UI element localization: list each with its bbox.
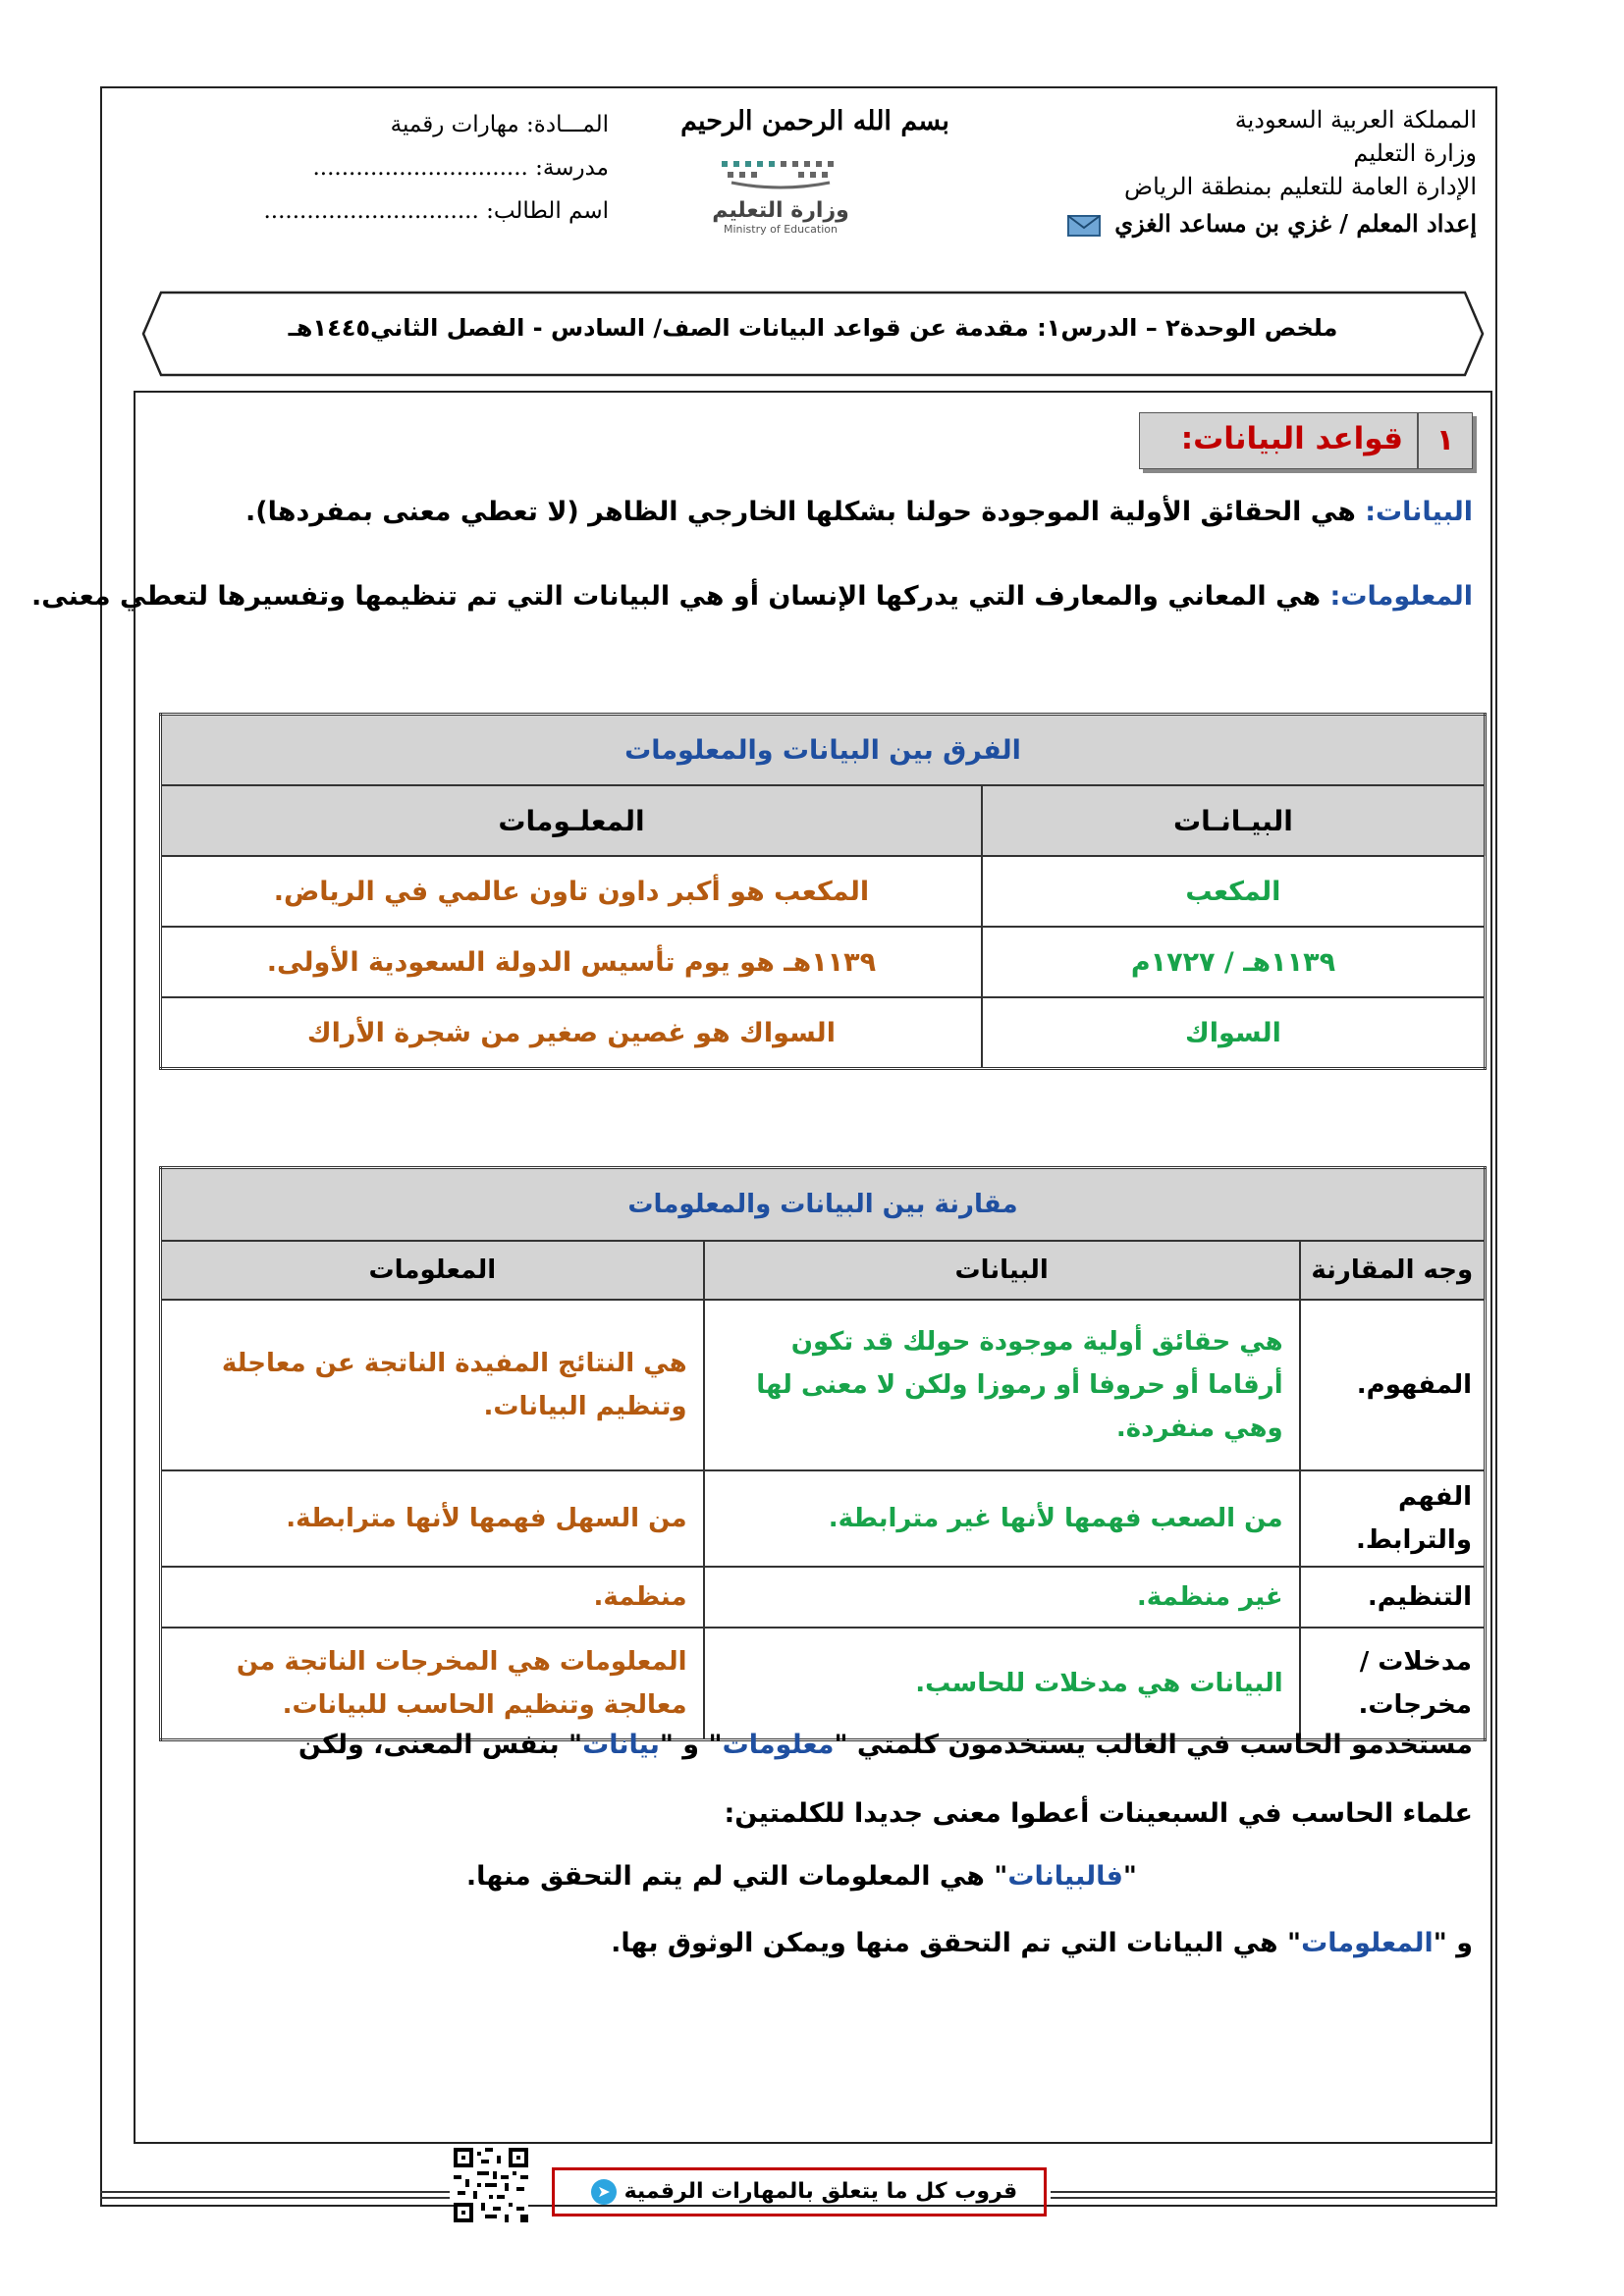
definition-information (31, 581, 1473, 612)
column-header-info: المعلومات (161, 1241, 704, 1300)
subject-label: المـــادة: مهارات رقمية (390, 112, 609, 137)
footer-line-right (1051, 2191, 1497, 2193)
data-cell: ١١٣٩هـ / ١٧٢٧م (982, 927, 1486, 997)
header-subject-block (137, 103, 609, 233)
quoted-word: المعلومات (1301, 1928, 1434, 1958)
telegram-icon: ➤ (591, 2179, 617, 2205)
table-row (161, 856, 1486, 927)
banner-title: ملخص الوحدة٢ – الدرس١: مقدمة عن قواعد البيانات الصف/ السادس - الفصل الثاني١٤٤٥هـ (288, 314, 1338, 342)
face-cell: الفهم والترابط. (1300, 1470, 1486, 1567)
quoted-word: معلومات (722, 1730, 835, 1760)
data-cell: غير منظمة. (704, 1567, 1300, 1628)
table-caption: الفرق بين البيانات والمعلومات (161, 715, 1486, 786)
content-box (31, 391, 1492, 2144)
section-heading: قواعد البيانات: (1180, 421, 1403, 456)
ministry-logo (687, 157, 874, 255)
difference-table (159, 713, 1487, 1070)
quoted-word: بيانات (582, 1730, 660, 1760)
quoted-word: فالبيانات (1007, 1861, 1123, 1892)
column-header-face: وجه المقارنة (1300, 1241, 1486, 1300)
table-caption: مقارنة بين البيانات والمعلومات (161, 1168, 1486, 1242)
info-cell: ١١٣٩هـ هو يوم تأسيس الدولة السعودية الأولى. (161, 927, 982, 997)
info-cell: منظمة. (161, 1567, 704, 1628)
face-cell: التنظيم. (1300, 1567, 1486, 1628)
footer-text: قروب كل ما يتعلق بالمهارات الرقمية (623, 2179, 1018, 2204)
directorate-line: الإدارة العامة للتعليم بمنطقة الرياض (1124, 173, 1477, 200)
data-cell: من الصعب فهمها لأنها غير مترابطة. (704, 1470, 1300, 1567)
basmala: بسم الله الرحمن الرحيم (680, 106, 949, 136)
column-header-info: المعلـومات (161, 785, 982, 856)
data-cell: السواك (982, 997, 1486, 1069)
table-row (161, 1567, 1486, 1628)
face-cell: مدخلات / مخرجات. (1300, 1628, 1486, 1740)
telegram-group-link[interactable] (552, 2167, 1047, 2216)
teacher-line: إعداد المعلم / غزي بن مساعد الغزي (966, 207, 1477, 240)
table-row (161, 1470, 1486, 1567)
info-cell: المكعب هو أكبر داون تاون عالمي في الرياض. (161, 856, 982, 927)
moe-logo-icon (712, 157, 849, 190)
info-cell: المعلومات هي المخرجات الناتجة من معالجة وتنظيم الحاسب للبيانات. (161, 1628, 704, 1740)
closing-line-4: و "المعلومات" هي البيانات التي تم التحقق منها ويمكن الوثوق بها. (611, 1928, 1473, 1958)
info-cell: من السهل فهمها لأنها مترابطة. (161, 1470, 704, 1567)
moe-logo-english: Ministry of Education (723, 223, 838, 236)
definition-key: البيانات: (1365, 497, 1473, 527)
column-header-data: البيـانـات (982, 785, 1486, 856)
footer-line-left (100, 2191, 450, 2193)
footer-line-right (1051, 2197, 1497, 2199)
ministry-line: وزارة التعليم (1353, 139, 1477, 167)
student-name-field[interactable]: اسم الطالب: .............................. (263, 198, 609, 224)
column-header-data: البيانات (704, 1241, 1300, 1300)
section-title (1139, 412, 1473, 469)
info-cell: هي النتائج المفيدة الناتجة عن معاجلة وتنظيم البيانات. (161, 1300, 704, 1470)
data-cell: المكعب (982, 856, 1486, 927)
footer-line-left (100, 2197, 450, 2199)
section-number: ١ (1417, 413, 1472, 468)
header-ministry-block (966, 103, 1477, 240)
school-field[interactable]: مدرسة: .............................. (312, 155, 609, 181)
face-cell: المفهوم. (1300, 1300, 1486, 1470)
envelope-icon (1067, 215, 1101, 237)
table-row (161, 997, 1486, 1069)
lesson-banner (141, 291, 1485, 377)
data-cell: البيانات هي مدخلات للحاسب. (704, 1628, 1300, 1740)
comparison-table (159, 1166, 1487, 1741)
data-cell: هي حقائق أولية موجودة حولك قد تكون أرقاما أو حروفا أو رموزا ولكن لا معنى لها وهي منفردة. (704, 1300, 1300, 1470)
definition-text: هي المعاني والمعارف التي يدركها الإنسان أو هي البيانات التي تم تنظيمها وتفسيرها لتعطي معنى. (31, 581, 1330, 612)
definition-key: المعلومات: (1329, 581, 1473, 612)
moe-logo-arabic: وزارة التعليم (712, 198, 849, 223)
closing-line-2: علماء الحاسب في السبعينات أعطوا معنى جديدا للكلمتين: (724, 1798, 1473, 1829)
closing-line-3: "فالبيانات" هي المعلومات التي لم يتم التحقق منها. (465, 1861, 1137, 1892)
country-line: المملكة العربية السعودية (1234, 106, 1477, 133)
info-cell: السواك هو غصين صغير من شجرة الأراك (161, 997, 982, 1069)
table-row (161, 927, 1486, 997)
table-row (161, 1628, 1486, 1740)
closing-line-1: مستخدمو الحاسب في الغالب يستخدمون كلمتي "معلومات" و "بيانات" بنفس المعنى، ولكن (298, 1730, 1473, 1760)
definition-text: هي الحقائق الأولية الموجودة حولنا بشكلها الخارجي الظاهر (لا تعطي معنى بمفردها). (245, 497, 1366, 527)
qr-code-icon[interactable] (454, 2148, 528, 2222)
definition-data (245, 497, 1473, 527)
table-row (161, 1300, 1486, 1470)
